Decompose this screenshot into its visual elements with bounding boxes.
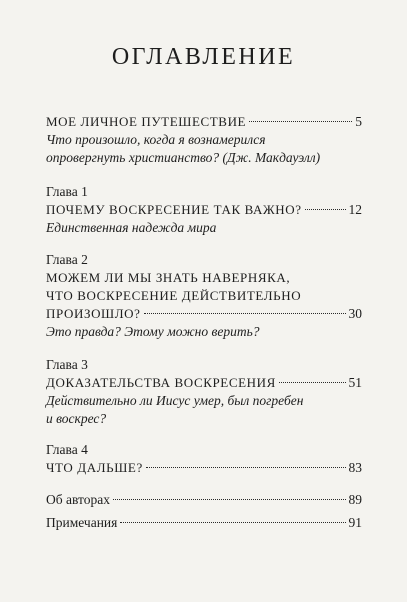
toc-entry-intro: [46, 113, 362, 167]
toc-heading-line: [46, 491, 362, 509]
page-number: 51: [348, 375, 362, 390]
page-number: 12: [348, 202, 362, 217]
dot-leader: [249, 121, 352, 122]
toc-subtitle: опровергнуть христианство? (Дж. Макдауэлл): [46, 150, 321, 165]
toc-heading: ПОЧЕМУ ВОСКРЕСЕНИЕ ТАК ВАЖНО?: [46, 202, 302, 217]
toc-heading: Примечания: [46, 515, 118, 530]
toc-heading: ЧТО ВОСКРЕСЕНИЕ ДЕЙСТВИТЕЛЬНО: [46, 288, 302, 303]
page-number: 89: [348, 492, 362, 507]
page-number: 91: [348, 515, 362, 530]
toc-subtitle: Действительно ли Иисус умер, был погребен: [46, 393, 304, 408]
toc-heading-line: [46, 374, 362, 392]
toc-subtitle: Единственная надежда мира: [46, 220, 217, 235]
toc-heading-line: [46, 113, 362, 131]
chapter-label: Глава 2: [46, 252, 88, 267]
toc-heading-line: [46, 514, 362, 532]
dot-leader: [120, 522, 345, 523]
toc-heading: Об авторах: [46, 492, 110, 507]
toc-subtitle: Что произошло, когда я вознамерился: [46, 132, 266, 147]
toc-heading: МОЕ ЛИЧНОЕ ПУТЕШЕСТВИЕ: [46, 114, 247, 129]
toc-entry-chapter-4: [46, 441, 362, 477]
chapter-label: Глава 3: [46, 357, 88, 372]
toc-entry-chapter-1: [46, 183, 362, 237]
toc-heading-line: [46, 201, 362, 219]
toc-heading: ДОКАЗАТЕЛЬСТВА ВОСКРЕСЕНИЯ: [46, 375, 276, 390]
page-title: ОГЛАВЛЕНИЕ: [111, 44, 296, 70]
dot-leader: [305, 209, 346, 210]
dot-leader: [146, 467, 346, 468]
toc-subtitle: Это правда? Этому можно верить?: [46, 324, 260, 339]
toc-heading: ПРОИЗОШЛО?: [46, 306, 141, 321]
chapter-label: Глава 4: [46, 442, 88, 457]
toc-heading: МОЖЕМ ЛИ МЫ ЗНАТЬ НАВЕРНЯКА,: [46, 270, 291, 285]
toc-heading-line: [46, 459, 362, 477]
toc-entry-authors: [46, 491, 362, 509]
dot-leader: [279, 382, 346, 383]
toc-heading-line: [46, 305, 362, 323]
page-number: 5: [355, 114, 362, 129]
toc-entry-chapter-3: [46, 356, 362, 428]
dot-leader: [113, 499, 346, 500]
toc-entry-chapter-2: [46, 251, 362, 341]
page-number: 30: [348, 306, 362, 321]
page-number: 83: [348, 460, 362, 475]
toc-heading: ЧТО ДАЛЬШЕ?: [46, 460, 143, 475]
dot-leader: [144, 313, 346, 314]
chapter-label: Глава 1: [46, 184, 88, 199]
toc-entry-notes: [46, 514, 362, 532]
toc-subtitle: и воскрес?: [46, 411, 107, 426]
